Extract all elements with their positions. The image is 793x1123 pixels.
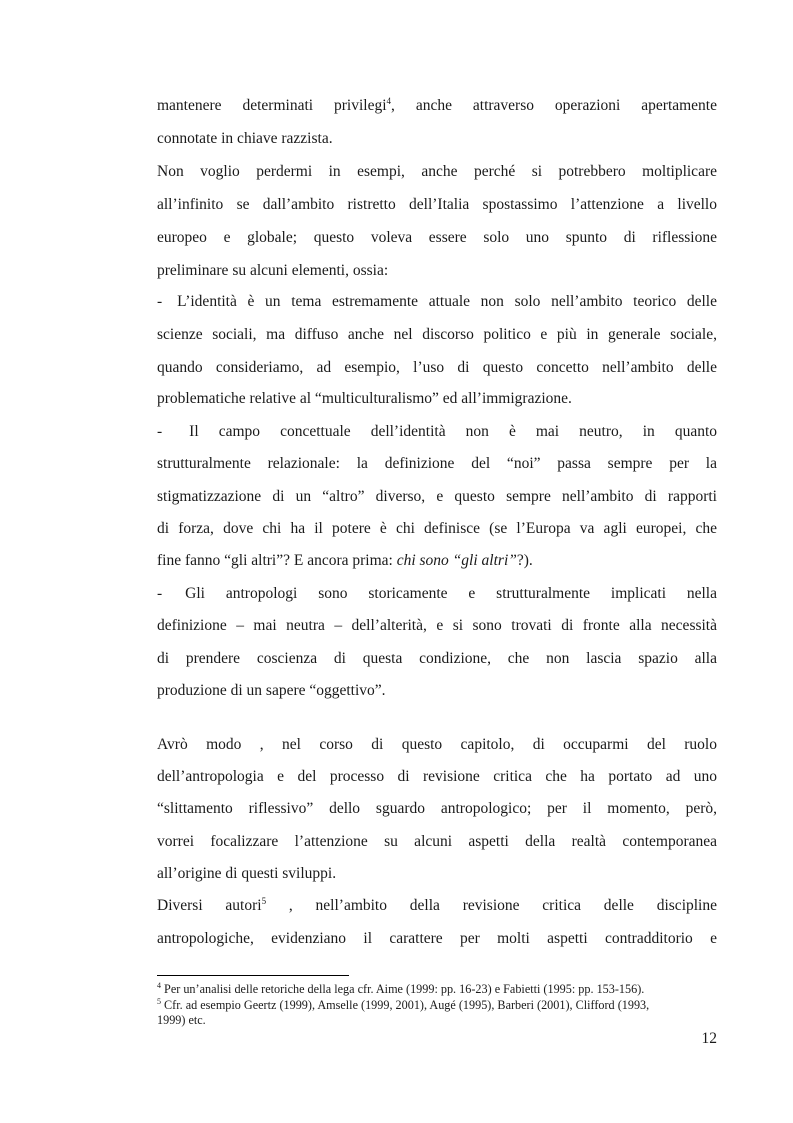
footnote-separator	[157, 975, 349, 976]
text-line: di forza, dove chi ha il potere è chi definisce (se l’Europa va agli europei, che	[157, 520, 717, 537]
text-line: preliminare su alcuni elementi, ossia:	[157, 262, 389, 279]
list-item-line: - Gli antropologi sono storicamente e strutturalmente implicati nella	[157, 585, 717, 602]
text-line: strutturalmente relazionale: la definizione del “noi” passa sempre per la	[157, 455, 717, 472]
text-line: mantenere determinati privilegi$^4$, anche attraverso operazioni apertamente	[157, 95, 717, 114]
text-line: definizione – mai neutra – dell’alterità, e si sono trovati di fronte alla necessità	[157, 617, 717, 634]
list-dash: -	[157, 423, 163, 440]
text-line: vorrei focalizzare l’attenzione su alcuni aspetti della realtà contemporanea	[157, 833, 717, 850]
text-line: all’infinito se dall’ambito ristretto dell’Italia spostassimo l’attenzione a livello	[157, 196, 717, 213]
text-line: stigmatizzazione di un “altro” diverso, e questo sempre nell’ambito di rapporti	[157, 488, 717, 505]
text-line: “slittamento riflessivo” dello sguardo antropologico; per il momento, però,	[157, 800, 717, 817]
footnote-ref-5[interactable]: 5	[261, 895, 267, 906]
text-line: scienze sociali, ma diffuso anche nel discorso politico e più in generale sociale,	[157, 326, 717, 343]
text-line: dell’antropologia e del processo di revisione critica che ha portato ad uno	[157, 768, 717, 785]
text-line: europeo e globale; questo voleva essere solo uno spunto di riflessione	[157, 229, 717, 246]
text-line: produzione di un sapere “oggettivo”.	[157, 682, 386, 699]
footnote-5: $^5$ Cfr. ad esempio Geertz (1999), Amselle (1999, 2001), Augé (1995), Barberi (2001), Clifford (1993,	[157, 996, 650, 1012]
text-line: Avrò modo , nel corso di questo capitolo, di occuparmi del ruolo	[157, 736, 717, 753]
list-dash: -	[157, 585, 163, 602]
page-number: 12	[701, 1030, 717, 1047]
text-line: connotate in chiave razzista.	[157, 130, 333, 147]
italic-phrase: chi sono “gli altri”	[396, 552, 517, 569]
footnote-ref-4[interactable]: 4	[386, 95, 392, 106]
text-line: quando consideriamo, ad esempio, l’uso di questo concetto nell’ambito delle	[157, 359, 717, 376]
text-line: antropologiche, evidenziano il carattere per molti aspetti contradditorio e	[157, 930, 717, 947]
list-dash: -	[157, 293, 163, 310]
footnote-4: $^4$ Per un’analisi delle retoriche della lega cfr. Aime (1999: pp. 16-23) e Fabietti (1995: pp. 153-156).	[157, 980, 645, 996]
list-item-line: - L’identità è un tema estremamente attuale non solo nell’ambito teorico delle	[157, 293, 717, 310]
list-item-line: - Il campo concettuale dell’identità non è mai neutro, in quanto	[157, 423, 717, 440]
text-line: fine fanno “gli altri”? E ancora prima: chi sono “gli altri”?).	[157, 552, 533, 569]
text-line: problematiche relative al “multiculturalismo” ed all’immigrazione.	[157, 390, 572, 407]
footnote-5-continued: 1999) etc.	[157, 1013, 206, 1027]
text-line: Diversi autori$^5$ , nell’ambito della revisione critica delle discipline	[157, 895, 717, 914]
text-line: all’origine di questi sviluppi.	[157, 865, 337, 882]
text-line: di prendere coscienza di questa condizione, che non lascia spazio alla	[157, 650, 717, 667]
text-line: Non voglio perdermi in esempi, anche perché si potrebbero moltiplicare	[157, 163, 717, 180]
